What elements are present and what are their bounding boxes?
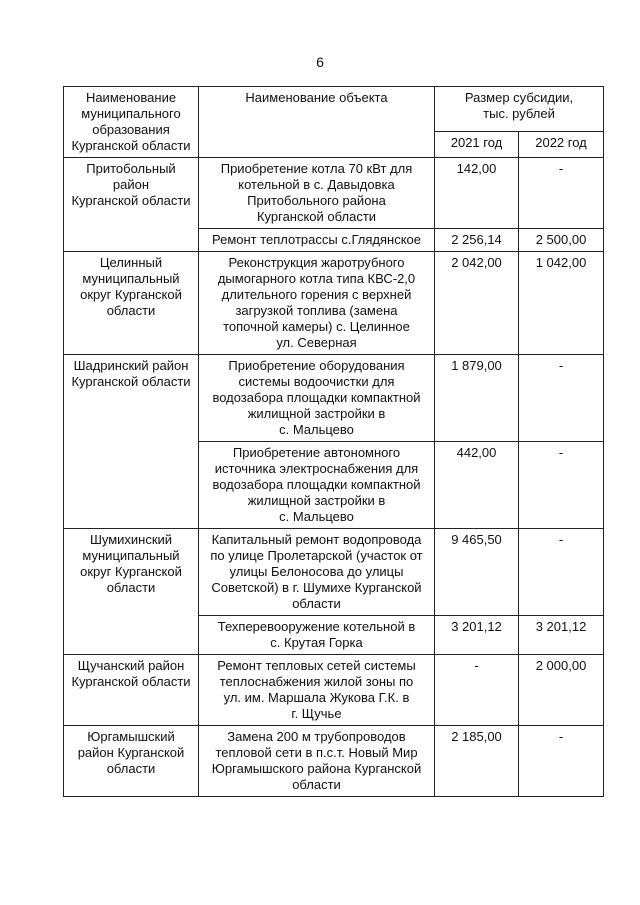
amount-2021-cell: 1 879,00 <box>435 355 519 442</box>
amount-2021-cell: - <box>435 655 519 726</box>
page-number: 6 <box>316 54 324 70</box>
object-cell: Приобретение котла 70 кВт для котельной в с. Давыдовка Притобольного района Курганской области <box>199 158 435 229</box>
amount-2022-cell: 1 042,00 <box>519 252 604 355</box>
object-cell: Реконструкция жаротрубного дымогарного котла типа КВС-2,0 длительного горения с верхней загрузкой топлива (замена топочной камеры) с. Целинное ул. Северная <box>199 252 435 355</box>
amount-2021-cell: 2 256,14 <box>435 229 519 252</box>
table-row <box>64 158 604 229</box>
municipality-cell: Щучанский район Курганской области <box>64 655 199 726</box>
object-cell: Приобретение автономного источника электроснабжения для водозабора площадки компактной жилищной застройки в с. Мальцево <box>199 442 435 529</box>
table-row <box>64 655 604 726</box>
object-cell: Приобретение оборудования системы водоочистки для водозабора площадки компактной жилищной застройки в с. Мальцево <box>199 355 435 442</box>
municipality-cell: Шумихинский муниципальный округ Курганской области <box>64 529 199 655</box>
table-row <box>64 355 604 442</box>
amount-2021-cell: 142,00 <box>435 158 519 229</box>
amount-2022-cell: - <box>519 158 604 229</box>
object-cell: Ремонт тепловых сетей системы теплоснабжения жилой зоны по ул. им. Маршала Жукова Г.К. в г. Щучье <box>199 655 435 726</box>
object-cell: Техперевооружение котельной в с. Крутая Горка <box>199 616 435 655</box>
object-cell: Капитальный ремонт водопровода по улице Пролетарской (участок от улицы Белоносова до улицы Советской) в г. Шумихе Курганской области <box>199 529 435 616</box>
header-object: Наименование объекта <box>199 87 435 158</box>
header-year-2022: 2022 год <box>519 131 604 157</box>
amount-2022-cell: - <box>519 726 604 797</box>
amount-2021-cell: 3 201,12 <box>435 616 519 655</box>
municipality-cell: Шадринский район Курганской области <box>64 355 199 529</box>
object-cell: Ремонт теплотрассы с.Глядянское <box>199 229 435 252</box>
municipality-cell: Притобольный район Курганской области <box>64 158 199 252</box>
amount-2022-cell: - <box>519 442 604 529</box>
amount-2022-cell: 2 500,00 <box>519 229 604 252</box>
table-row <box>64 529 604 616</box>
subsidy-table <box>63 86 604 797</box>
amount-2021-cell: 9 465,50 <box>435 529 519 616</box>
amount-2022-cell: - <box>519 529 604 616</box>
header-subsidy: Размер субсидии, тыс. рублей <box>435 87 604 132</box>
object-cell: Замена 200 м трубопроводов тепловой сети в п.с.т. Новый Мир Юргамышского района Курганской области <box>199 726 435 797</box>
table-row <box>64 252 604 355</box>
amount-2021-cell: 2 185,00 <box>435 726 519 797</box>
municipality-cell: Целинный муниципальный округ Курганской области <box>64 252 199 355</box>
municipality-cell: Юргамышский район Курганской области <box>64 726 199 797</box>
amount-2022-cell: - <box>519 355 604 442</box>
amount-2022-cell: 3 201,12 <box>519 616 604 655</box>
amount-2021-cell: 2 042,00 <box>435 252 519 355</box>
amount-2021-cell: 442,00 <box>435 442 519 529</box>
amount-2022-cell: 2 000,00 <box>519 655 604 726</box>
header-municipality: Наименование муниципального образования Курганской области <box>64 87 199 158</box>
table-row <box>64 726 604 797</box>
header-year-2021: 2021 год <box>435 131 519 157</box>
